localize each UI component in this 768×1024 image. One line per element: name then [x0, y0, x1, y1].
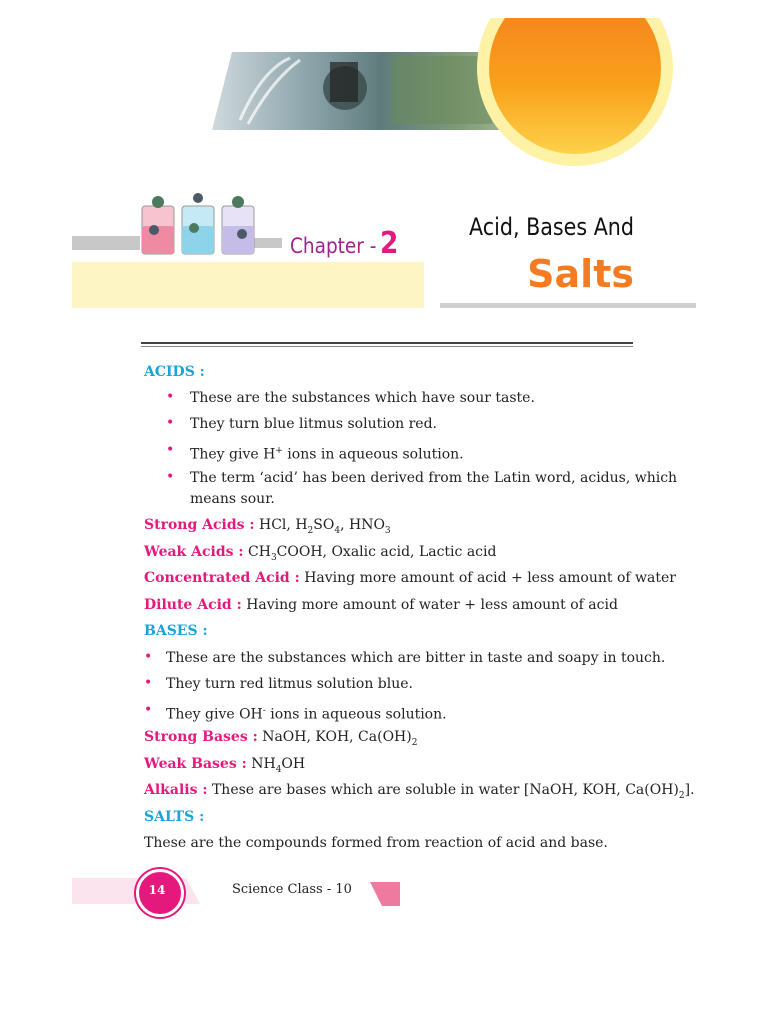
chapter-title-line1: Acid, Bases And	[469, 213, 634, 241]
footer-book-title: Science Class - 10	[232, 882, 352, 897]
salts-heading: SALTS :	[144, 809, 205, 825]
bases-heading: BASES :	[144, 623, 208, 639]
acids-point	[190, 442, 464, 464]
alkalis-value: These are bases which are soluble in water [NaOH, KOH, $Ca(OH)_2$].	[211, 782, 695, 801]
weak-acids-label: Weak Acids :	[144, 544, 244, 560]
acids-point: They turn blue litmus solution red.	[190, 416, 437, 432]
chapter-number: 2	[379, 226, 399, 261]
acids-heading: ACIDS :	[144, 364, 205, 380]
acids-point: The term ‘acid’ has been derived from the Latin word, acidus, which	[190, 470, 678, 486]
bullet-icon: •	[144, 675, 153, 691]
content	[144, 0, 695, 1024]
weak-acids-value: $CH_3COOH$, Oxalic acid, Lactic acid	[248, 544, 497, 563]
bullet-icon: •	[166, 442, 175, 458]
dilute-acid-value: Having more amount of water + less amount of acid	[246, 597, 618, 613]
chapter-prefix: Chapter -	[290, 234, 377, 258]
bases-point-text: ions in aqueous solution.	[270, 706, 447, 723]
bases-point	[166, 702, 447, 724]
divider-bar	[72, 236, 140, 250]
strong-acids-label: Strong Acids :	[144, 517, 255, 533]
conc-acid-value: Having more amount of acid + less amount of water	[304, 570, 676, 586]
bullet-icon: •	[166, 469, 175, 485]
bullet-icon: •	[166, 415, 175, 431]
weak-bases-value: $NH_4OH$	[251, 756, 306, 775]
alkalis-label: Alkalis :	[144, 782, 208, 798]
h-ion-sup: +	[275, 446, 283, 456]
strong-acids-row	[144, 516, 391, 540]
strong-bases-value: NaOH, KOH, Ca(OH)	[262, 729, 412, 745]
acids-point: These are the substances which have sour taste.	[190, 390, 535, 406]
acids-point-text: ions in aqueous solution.	[287, 446, 464, 463]
bullet-icon: •	[166, 389, 175, 405]
weak-bases-row	[144, 755, 305, 779]
strong-acids-value: HCl, $H_2SO_4$, $HNO_3$	[259, 517, 391, 536]
bases-point: They turn red litmus solution blue.	[166, 676, 413, 692]
acids-point-cont: means sour.	[190, 491, 275, 507]
strong-bases-sub: 2	[411, 737, 418, 748]
page-number: 14	[148, 883, 166, 897]
dilute-acid-row	[144, 596, 618, 614]
chapter-title-line2: Salts	[527, 252, 634, 296]
alkalis-row	[144, 781, 695, 805]
weak-acids-row	[144, 543, 496, 567]
oh-ion-sup: -	[262, 706, 266, 716]
bases-point: These are the substances which are bitter in taste and soapy in touch.	[166, 650, 666, 666]
dilute-acid-label: Dilute Acid :	[144, 597, 242, 613]
salts-text: These are the compounds formed from reaction of acid and base.	[144, 835, 608, 851]
conc-acid-label: Concentrated Acid :	[144, 570, 300, 586]
bullet-icon: •	[144, 702, 153, 718]
weak-bases-label: Weak Bases :	[144, 756, 247, 772]
footer-tab	[370, 882, 400, 906]
strong-bases-label: Strong Bases :	[144, 729, 258, 745]
conc-acid-row	[144, 569, 676, 587]
strong-bases-row	[144, 728, 417, 752]
oh-ion-prefix: They give OH	[166, 706, 263, 723]
h-ion-prefix: They give H	[190, 446, 276, 463]
bullet-icon: •	[144, 649, 153, 665]
